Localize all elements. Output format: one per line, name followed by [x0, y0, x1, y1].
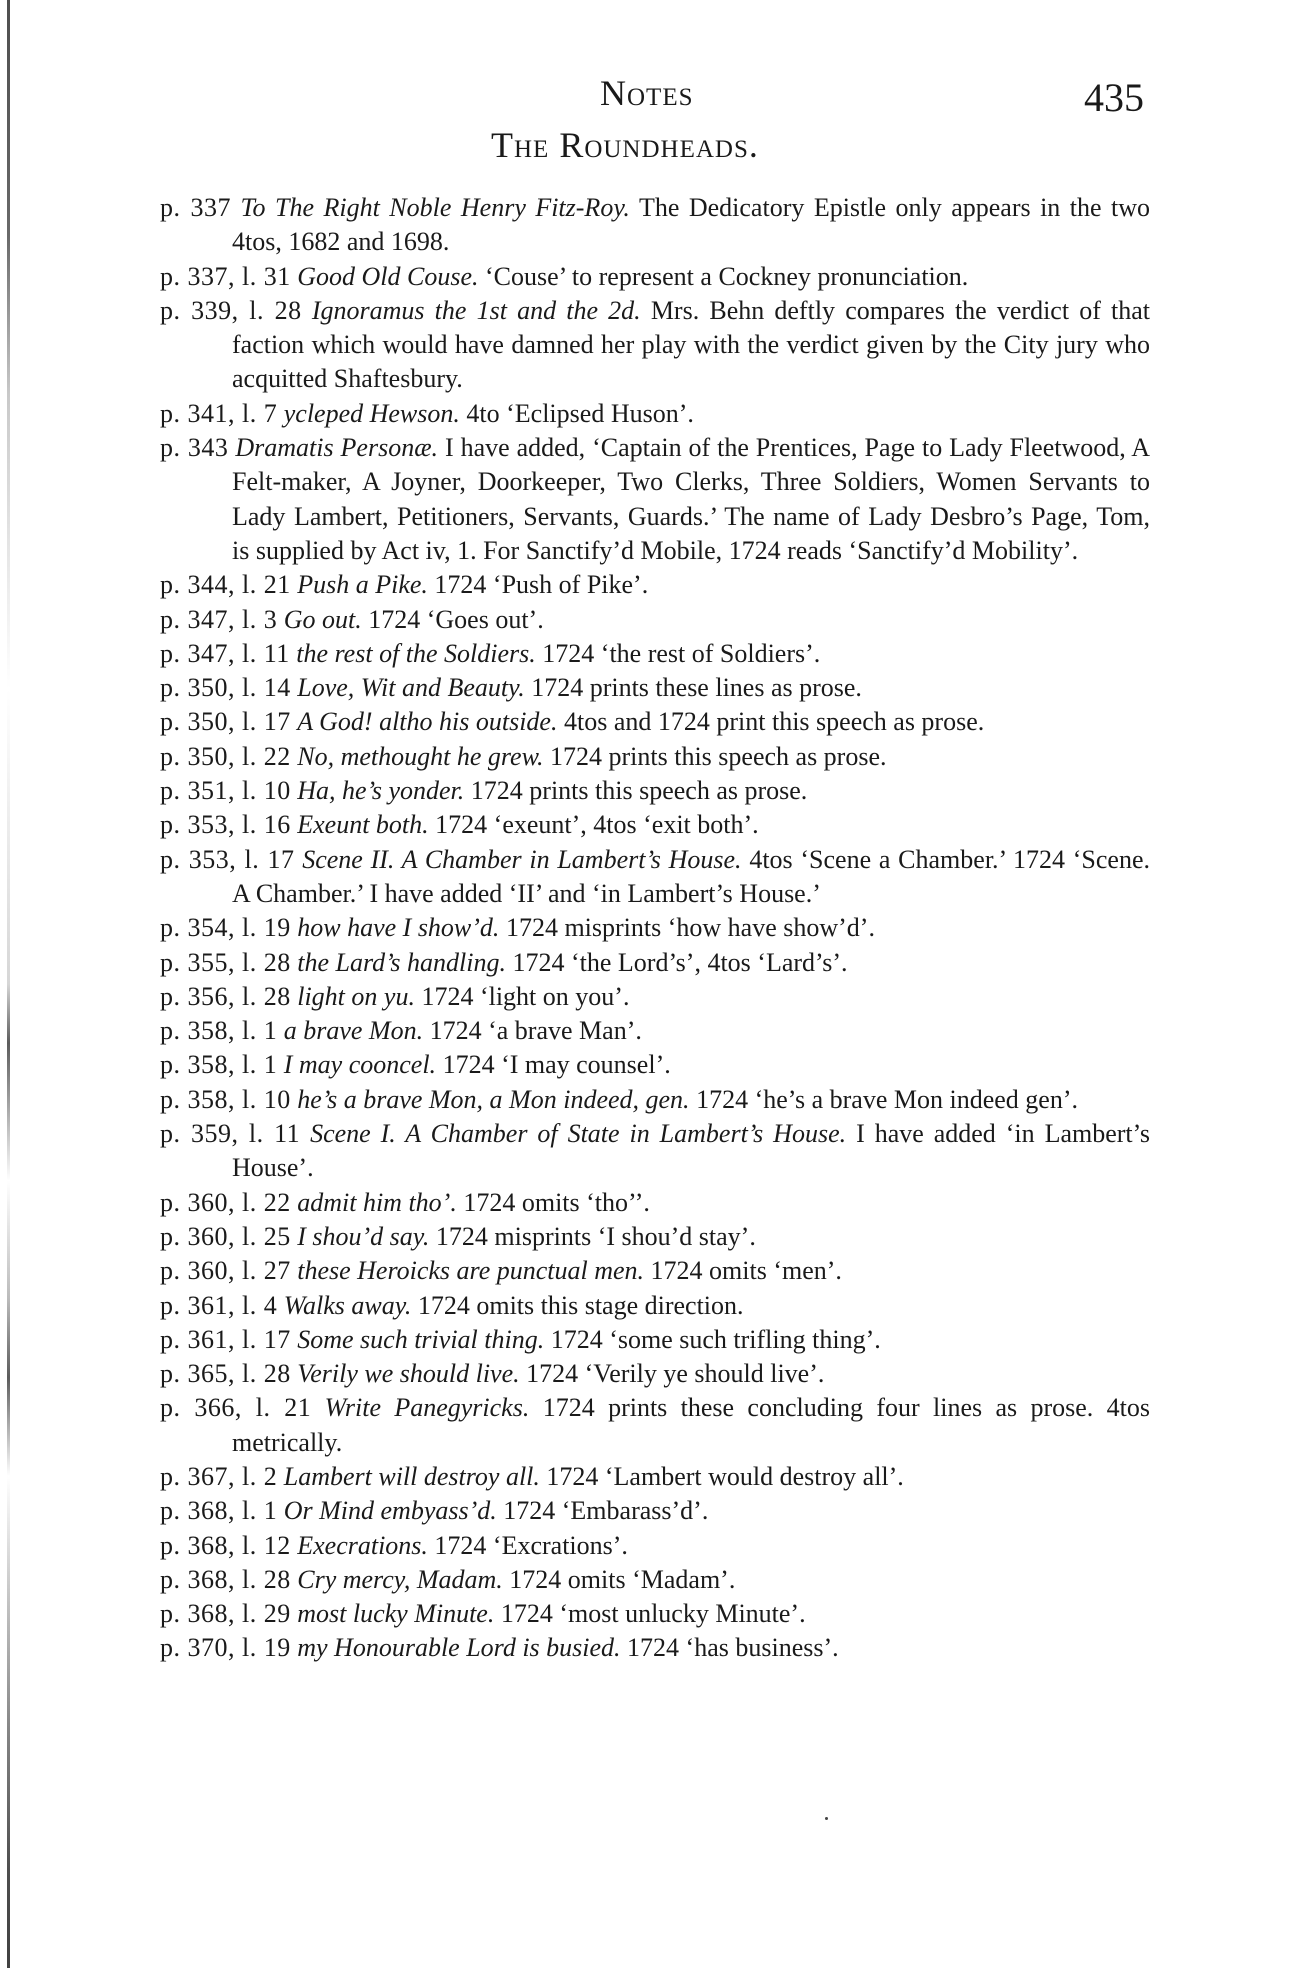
note-lemma: Scene I. A Chamber of State in Lambert’s House.: [310, 1119, 847, 1149]
note-text: 1724 ‘Push of Pike’.: [434, 570, 649, 600]
note-reference: p. 341, l. 7: [160, 398, 278, 428]
note-reference: p. 337, l. 31: [160, 261, 291, 291]
note-reference: p. 359, l. 11: [160, 1119, 301, 1149]
note-lemma: Exeunt both.: [297, 810, 429, 840]
note-entry: [160, 260, 1150, 294]
note-text: I have added, ‘Captain of the Prentices, Page to Lady Fleetwood, A Felt-maker, A Joyner, Doorkeeper, Two Clerks, Three Soldiers, Women Servants to Lady Lambert, Petitioners, Servants, Guards.’ The name of Lady Desbro’s Page, Tom, is supplied by Act iv, 1. For Sanctify’d Mobile, 1724 reads ‘Sanctify’d Mobility’.: [232, 433, 1151, 565]
note-reference: p. 360, l. 27: [160, 1256, 291, 1286]
note-text: 1724 ‘he’s a brave Mon indeed gen’.: [696, 1084, 1079, 1114]
note-entry: [160, 191, 1150, 260]
note-text: 1724 misprints ‘I shou’d stay’.: [435, 1221, 756, 1251]
note-lemma: admit him tho’.: [297, 1187, 457, 1217]
note-reference: p. 347, l. 11: [160, 638, 290, 668]
note-entry: [160, 1597, 1150, 1631]
note-lemma: Scene II. A Chamber in Lambert’s House.: [302, 844, 742, 874]
note-entry: [160, 946, 1150, 980]
note-lemma: Some such trivial thing.: [297, 1324, 545, 1354]
note-entry: [160, 637, 1150, 671]
note-entry: [160, 603, 1150, 637]
note-lemma: No, methought he grew.: [297, 741, 544, 771]
note-text: 1724 ‘Excrations’.: [434, 1530, 628, 1560]
note-reference: p. 365, l. 28: [160, 1359, 291, 1389]
note-reference: p. 353, l. 17: [160, 844, 295, 874]
note-lemma: Write Panegyricks.: [324, 1393, 530, 1423]
note-lemma: Dramatis Personæ.: [235, 433, 439, 463]
note-text: 1724 ‘some such trifling thing’.: [550, 1324, 881, 1354]
note-reference: p. 358, l. 1: [160, 1050, 278, 1080]
note-reference: p. 368, l. 28: [160, 1564, 291, 1594]
note-reference: p. 358, l. 1: [160, 1016, 278, 1046]
note-entry: [160, 843, 1150, 912]
note-lemma: light on yu.: [297, 981, 415, 1011]
note-text: 1724 ‘exeunt’, 4tos ‘exit both’.: [435, 810, 759, 840]
note-reference: p. 368, l. 1: [160, 1496, 278, 1526]
note-lemma: Cry mercy, Madam.: [297, 1564, 503, 1594]
note-reference: p. 370, l. 19: [160, 1633, 291, 1663]
note-entry: [160, 1529, 1150, 1563]
note-reference: p. 368, l. 12: [160, 1530, 291, 1560]
note-entry: [160, 1289, 1150, 1323]
note-reference: p. 350, l. 22: [160, 741, 291, 771]
note-reference: p. 356, l. 28: [160, 981, 291, 1011]
note-reference: p. 358, l. 10: [160, 1084, 291, 1114]
note-entry: [160, 1117, 1150, 1186]
note-text: 1724 ‘the Lord’s’, 4tos ‘Lard’s’.: [512, 947, 848, 977]
note-entry: [160, 911, 1150, 945]
note-text: 1724 ‘a brave Man’.: [429, 1016, 642, 1046]
note-text: ‘Couse’ to represent a Cockney pronunciation.: [485, 261, 969, 291]
note-entry: [160, 1048, 1150, 1082]
note-reference: p. 367, l. 2: [160, 1461, 278, 1491]
section-title: The Roundheads.: [491, 125, 759, 165]
note-lemma: most lucky Minute.: [297, 1599, 495, 1629]
note-lemma: these Heroicks are punctual men.: [297, 1256, 645, 1286]
note-entry: [160, 1014, 1150, 1048]
note-entry: [160, 705, 1150, 739]
running-head: Notes: [600, 73, 694, 113]
note-reference: p. 366, l. 21: [160, 1393, 312, 1423]
note-reference: p. 361, l. 4: [160, 1290, 278, 1320]
note-lemma: I may cooncel.: [283, 1050, 437, 1080]
note-lemma: how have I show’d.: [297, 913, 500, 943]
note-text: 1724 omits ‘men’.: [650, 1256, 842, 1286]
note-entry: [160, 431, 1150, 568]
note-lemma: the rest of the Soldiers.: [296, 638, 536, 668]
note-reference: p. 361, l. 17: [160, 1324, 291, 1354]
note-lemma: Execrations.: [297, 1530, 428, 1560]
note-lemma: Go out.: [283, 604, 362, 634]
note-lemma: Love, Wit and Beauty.: [297, 673, 525, 703]
note-entry: [160, 1254, 1150, 1288]
note-reference: p. 360, l. 22: [160, 1187, 291, 1217]
note-entry: [160, 294, 1150, 397]
note-text: 1724 ‘has business’.: [627, 1633, 839, 1663]
note-text: Mrs. Behn deftly compares the verdict of that faction which would have damned her play with the verdict given by the City jury who acquitted Shaftesbury.: [232, 295, 1151, 394]
note-text: 1724 prints this speech as prose.: [470, 776, 808, 806]
note-text: 1724 ‘Goes out’.: [368, 604, 544, 634]
note-lemma: the Lard’s handling.: [297, 947, 506, 977]
note-text: 4tos ‘Scene a Chamber.’ 1724 ‘Scene. A Chamber.’ I have added ‘II’ and ‘in Lambert’s House.’: [232, 844, 1150, 908]
note-reference: p. 351, l. 10: [160, 776, 291, 806]
note-lemma: Push a Pike.: [297, 570, 428, 600]
notes-list: [160, 191, 1150, 1666]
note-text: 1724 ‘most unlucky Minute’.: [500, 1599, 806, 1629]
page-number: 435: [1084, 75, 1144, 120]
note-lemma: a brave Mon.: [283, 1016, 424, 1046]
print-speck: [825, 1817, 828, 1820]
note-reference: p. 368, l. 29: [160, 1599, 291, 1629]
note-lemma: Verily we should live.: [297, 1359, 520, 1389]
note-text: The Dedicatory Epistle only appears in the two 4tos, 1682 and 1698.: [232, 193, 1151, 257]
note-lemma: To The Right Noble Henry Fitz-Roy.: [240, 193, 630, 222]
note-entry: [160, 980, 1150, 1014]
note-entry: [160, 1460, 1150, 1494]
note-entry: [160, 671, 1150, 705]
note-reference: p. 354, l. 19: [160, 913, 291, 943]
note-lemma: Good Old Couse.: [297, 261, 479, 291]
note-lemma: I shou’d say.: [297, 1221, 430, 1251]
note-entry: [160, 1494, 1150, 1528]
note-text: 1724 misprints ‘how have show’d’.: [505, 913, 875, 943]
note-entry: [160, 1357, 1150, 1391]
note-lemma: ycleped Hewson.: [283, 398, 460, 428]
note-text: 4to ‘Eclipsed Huson’.: [466, 398, 694, 428]
note-text: 1724 ‘Embarass’d’.: [503, 1496, 709, 1526]
note-lemma: he’s a brave Mon, a Mon indeed, gen.: [297, 1084, 690, 1114]
note-reference: p. 339, l. 28: [160, 295, 302, 325]
note-text: 1724 ‘light on you’.: [421, 981, 630, 1011]
note-entry: [160, 1083, 1150, 1117]
note-lemma: Or Mind embyass’d.: [283, 1496, 497, 1526]
page-edge-shadow: [7, 0, 10, 1968]
note-text: 1724 ‘the rest of Soldiers’.: [542, 638, 821, 668]
note-entry: [160, 808, 1150, 842]
note-reference: p. 350, l. 14: [160, 673, 291, 703]
note-entry: [160, 774, 1150, 808]
note-text: 1724 ‘Lambert would destroy all’.: [546, 1461, 904, 1491]
note-text: 1724 omits this stage direction.: [417, 1290, 744, 1320]
note-reference: p. 337: [160, 193, 231, 222]
note-lemma: Walks away.: [283, 1290, 412, 1320]
note-entry: [160, 397, 1150, 431]
note-text: 1724 omits ‘tho’’.: [463, 1187, 650, 1217]
note-text: 1724 prints these concluding four lines as prose. 4tos metrically.: [232, 1393, 1150, 1457]
note-entry: [160, 1391, 1150, 1460]
note-reference: p. 343: [160, 433, 229, 463]
note-lemma: Ignoramus the 1st and the 2d.: [311, 295, 641, 325]
note-entry: [160, 740, 1150, 774]
note-entry: [160, 1631, 1150, 1665]
note-lemma: A God! altho his outside.: [297, 707, 558, 737]
note-entry: [160, 568, 1150, 602]
note-reference: p. 353, l. 16: [160, 810, 291, 840]
note-text: I have added ‘in Lambert’s House’.: [232, 1119, 1150, 1183]
note-text: 1724 prints this speech as prose.: [550, 741, 887, 771]
note-entry: [160, 1563, 1150, 1597]
note-entry: [160, 1323, 1150, 1357]
note-reference: p. 350, l. 17: [160, 707, 291, 737]
note-text: 1724 ‘I may counsel’.: [442, 1050, 671, 1080]
note-lemma: Lambert will destroy all.: [283, 1461, 540, 1491]
note-text: 1724 prints these lines as prose.: [531, 673, 862, 703]
note-reference: p. 355, l. 28: [160, 947, 291, 977]
note-lemma: my Honourable Lord is busied.: [297, 1633, 621, 1663]
note-text: 1724 omits ‘Madam’.: [509, 1564, 736, 1594]
note-text: 1724 ‘Verily ye should live’.: [526, 1359, 825, 1389]
note-lemma: Ha, he’s yonder.: [297, 776, 465, 806]
note-reference: p. 344, l. 21: [160, 570, 291, 600]
note-entry: [160, 1220, 1150, 1254]
note-entry: [160, 1186, 1150, 1220]
note-reference: p. 360, l. 25: [160, 1221, 291, 1251]
note-reference: p. 347, l. 3: [160, 604, 278, 634]
note-text: 4tos and 1724 print this speech as prose.: [563, 707, 985, 737]
